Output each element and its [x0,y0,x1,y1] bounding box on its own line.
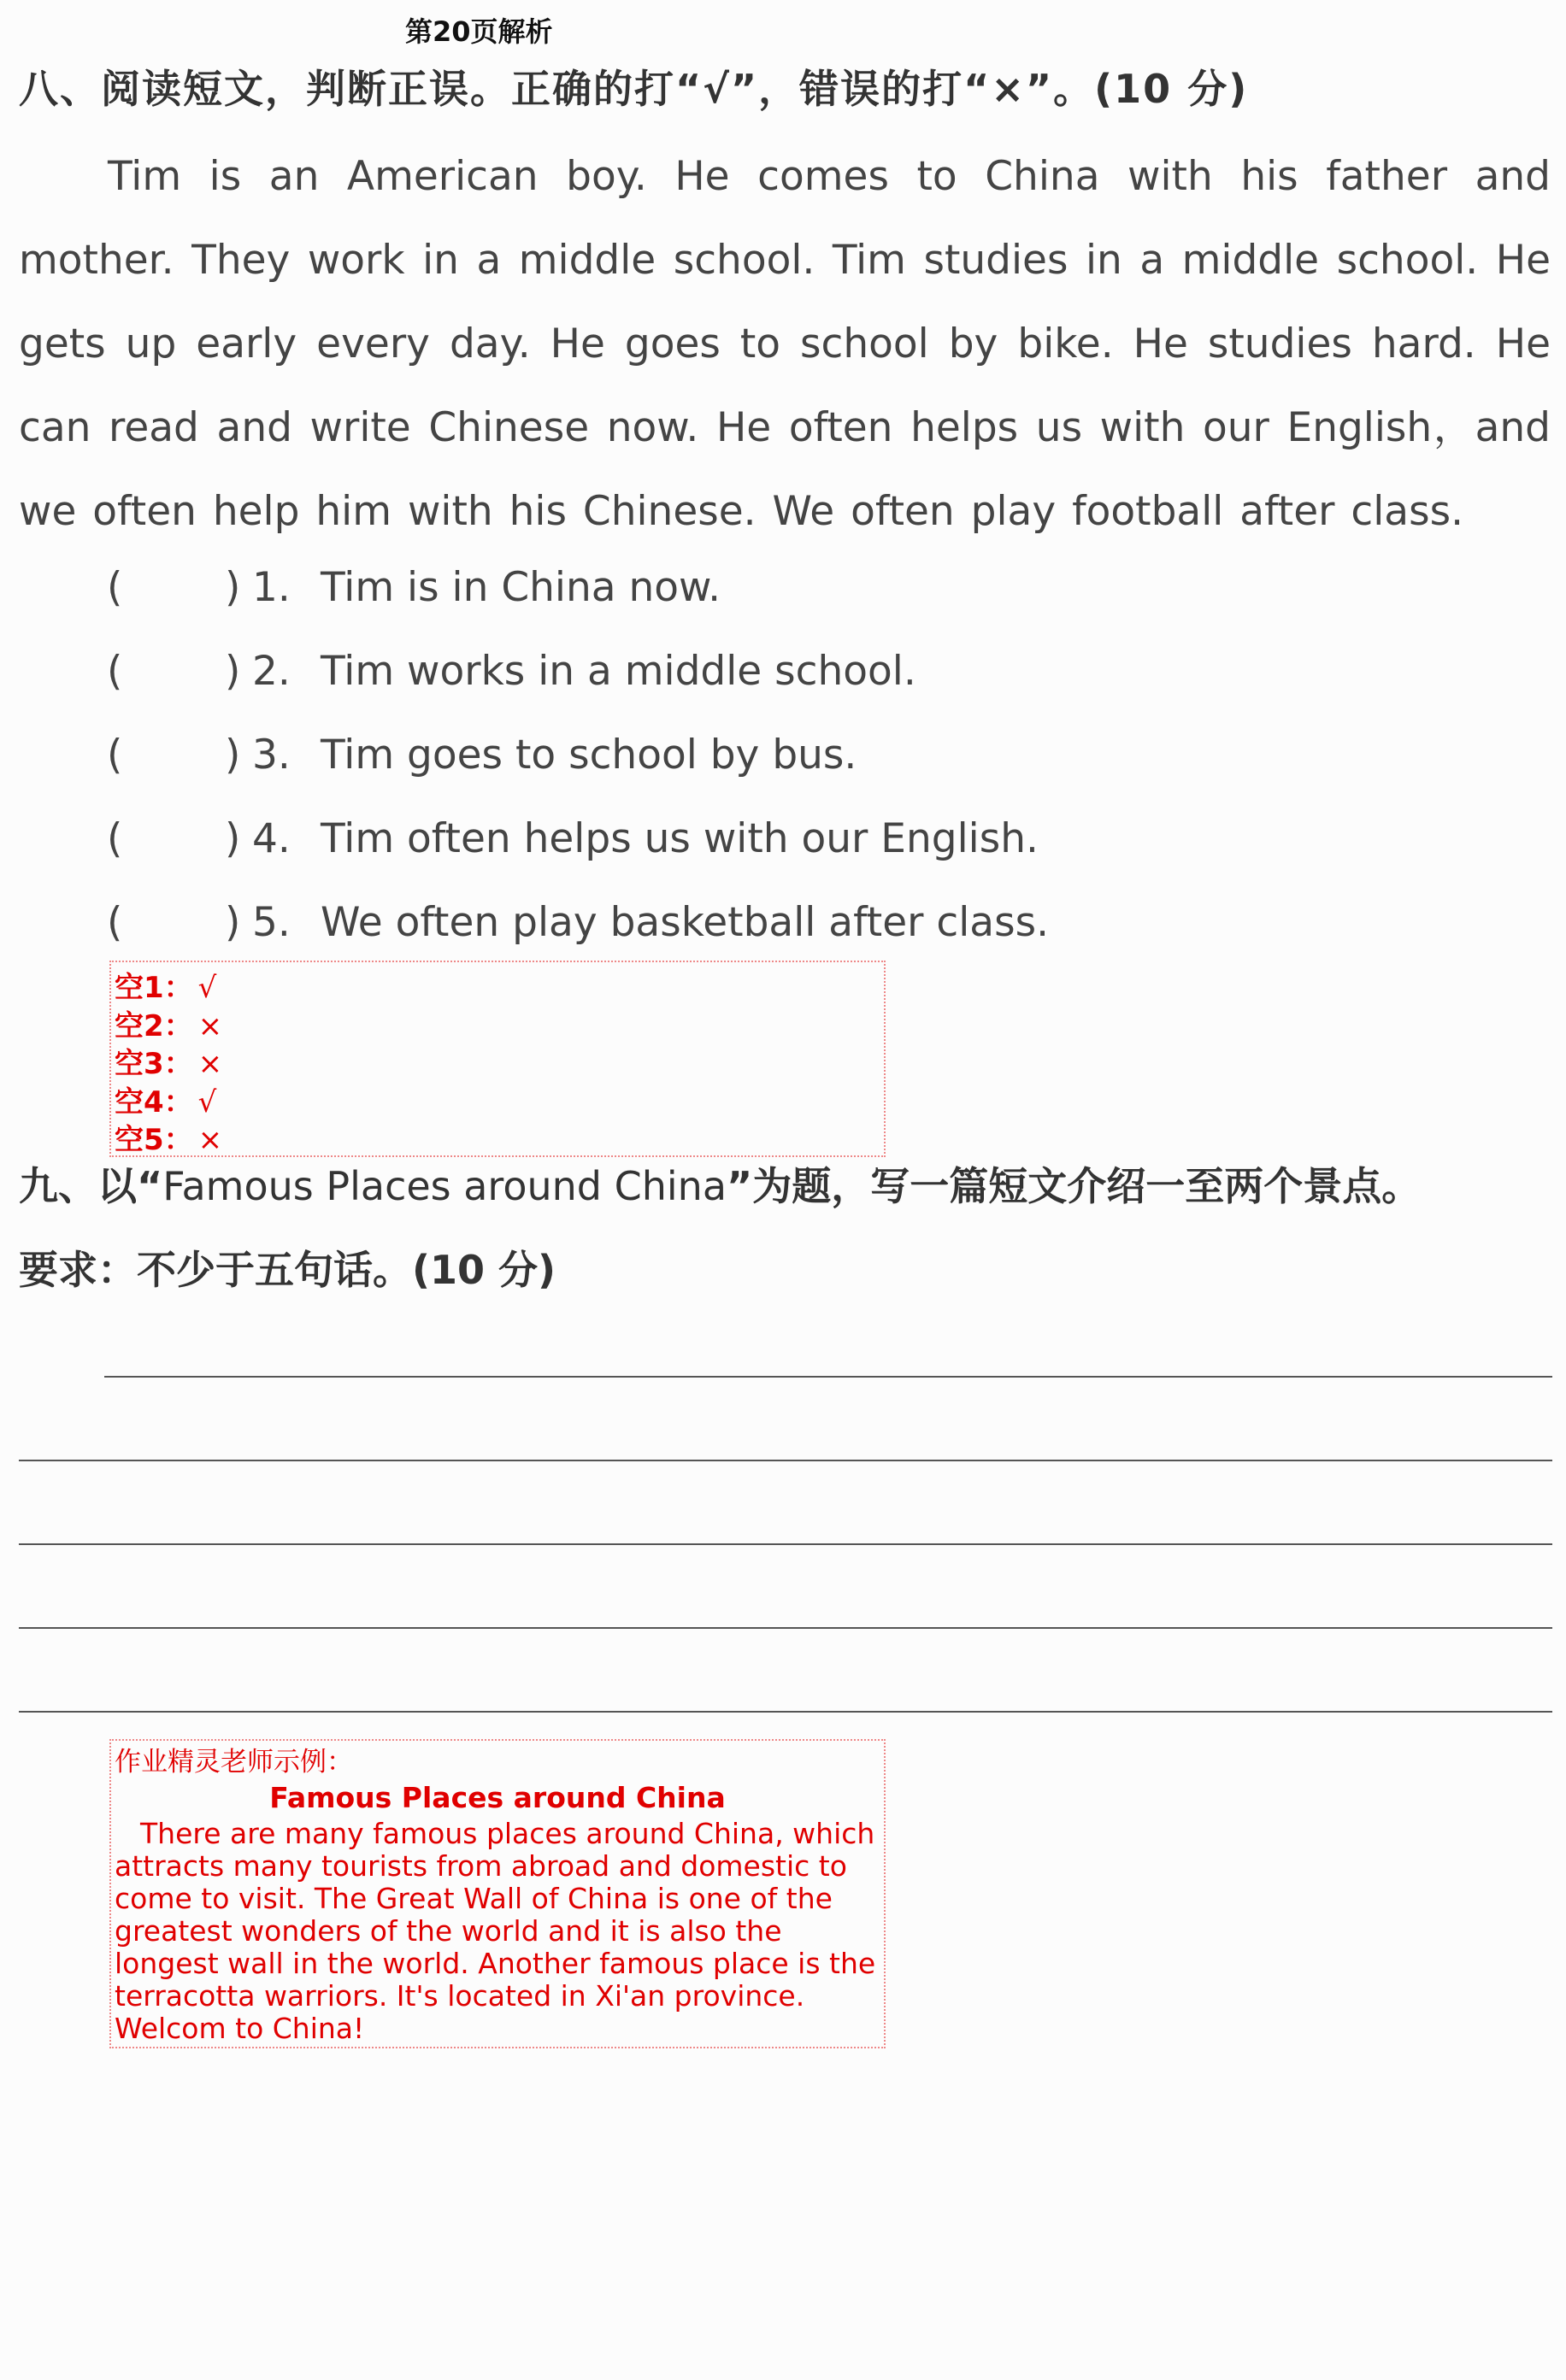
section-8-heading: 八、阅读短文，判断正误。正确的打“√”，错误的打“×”。(10 分) [19,66,1249,112]
answer-mark: × [197,1123,223,1158]
example-label: 作业精灵老师示例： [115,1747,353,1778]
answer-mark: √ [197,1084,217,1119]
answer-blank-open: ( [107,899,123,946]
section-9-heading [19,1155,1421,1212]
answer-blank-open: ( [107,564,123,611]
answer-2 [115,1008,880,1046]
question-4 [107,815,1039,862]
question-text: Tim is in China now. [321,564,721,611]
answer-blank-close: ) [225,815,241,862]
question-number: 5. [252,899,291,946]
question-5 [107,899,1049,946]
question-text: Tim goes to school by bus. [321,732,857,779]
writing-line-5 [19,1711,1552,1713]
question-text: Tim often helps us with our English. [321,815,1039,862]
answer-3 [115,1045,880,1084]
question-number: 2. [252,648,291,695]
page-title: 第20页解析 [405,15,553,48]
section-9-requirement: 要求：不少于五句话。(10 分) [19,1247,556,1293]
answer-label: 空1： [115,971,193,1005]
reading-passage: Tim is an American boy. He comes to China with his father and mother. They work in a middle school. Tim studies in a middle school. He gets up early every day. He goes to school by bike. He studies hard. He can read and write Chinese now. He often helps us with our English，and we often help him with his Chinese. We often play football after class. [19,153,1551,535]
writing-line-3 [19,1543,1552,1545]
answer-label: 空4： [115,1084,193,1119]
writing-line-1 [104,1376,1552,1378]
question-1 [107,564,721,611]
answer-mark: × [197,1008,223,1043]
answer-key-box [109,961,886,1157]
question-text: Tim works in a middle school. [321,648,916,695]
writing-line-2 [19,1460,1552,1461]
question-3 [107,732,857,779]
example-title: Famous Places around China [269,1781,726,1814]
section-9-heading-suffix: ”为题，写一篇短文介绍一至两个景点。 [727,1163,1422,1209]
answer-label: 空2： [115,1008,193,1043]
answer-blank-close: ) [225,648,241,695]
question-number: 4. [252,815,291,862]
answer-label: 空5： [115,1123,193,1158]
section-9-heading-topic: Famous Places around China [162,1163,727,1209]
answer-5 [115,1121,880,1160]
answer-blank-close: ) [225,564,241,611]
question-text: We often play basketball after class. [321,899,1050,946]
answer-mark: × [197,1047,223,1082]
answer-blank-open: ( [107,732,123,779]
answer-blank-close: ) [225,732,241,779]
answer-blank-open: ( [107,815,123,862]
question-2 [107,648,916,695]
example-body: There are many famous places around China, which attracts many tourists from abroad and domestic to come to visit. The Great Wall of China is one of the greatest wonders of the world and it is also the longest wall in the world. Another famous place is the terracotta warriors. It's located in Xi'an province. Welcom to China! [115,1817,876,2045]
answer-4 [115,1084,880,1122]
answer-blank-open: ( [107,648,123,695]
answer-blank-close: ) [225,899,241,946]
question-number: 1. [252,564,291,611]
answer-1 [115,969,880,1008]
answer-label: 空3： [115,1047,193,1082]
section-9-heading-prefix: 九、以“ [19,1163,163,1209]
example-answer-box [109,1739,886,2048]
question-number: 3. [252,732,291,779]
answer-mark: √ [197,971,217,1005]
writing-line-4 [19,1627,1552,1629]
